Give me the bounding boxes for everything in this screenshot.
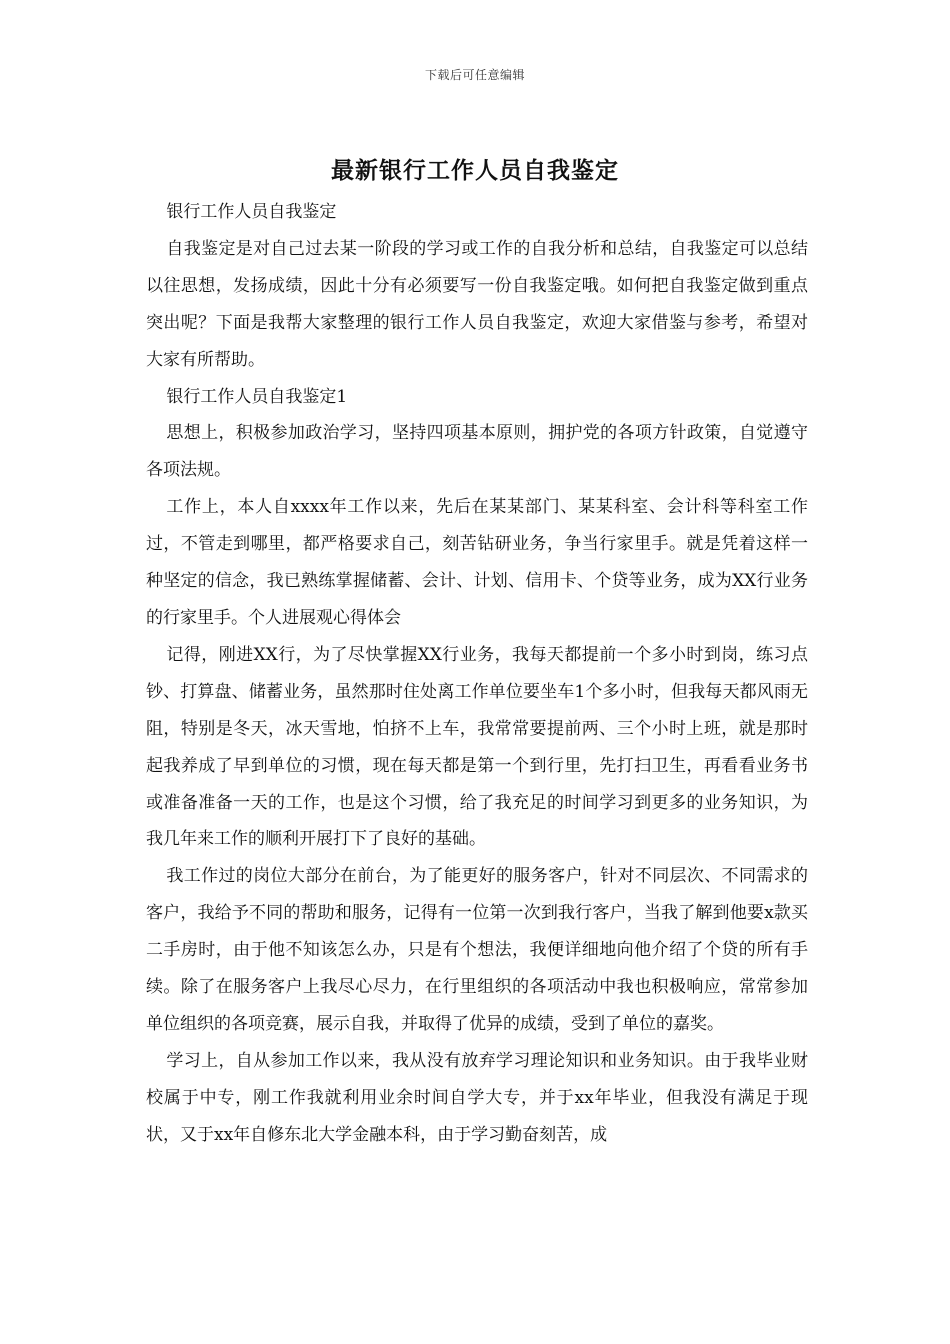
paragraph-thought: 思想上，积极参加政治学习，坚持四项基本原则，拥护党的各项方针政策，自觉遵守各项法规。 [146, 423, 808, 481]
paragraph-section-heading: 银行工作人员自我鉴定1 [166, 386, 348, 407]
paragraph-subtitle: 银行工作人员自我鉴定 [166, 202, 337, 222]
paragraph-service: 我工作过的岗位大部分在前台，为了能更好的服务客户，针对不同层次、不同需求的客户，我给予不同的帮助和服务，记得有一位第一次到我行客户，当我了解到他要x款买二手房时，由于他不知该怎么办，只是有个想法，我便详细地向他介绍了个贷的所有手续。除了在服务客户上我尽心尽力，在行里组织的各项活动中我也积极响应，常常参加单位组织的各项竞赛，展示自我，并取得了优异的成绩，受到了单位的嘉奖。 [146, 866, 808, 1034]
paragraph-work: 工作上，本人自xxxx年工作以来，先后在某某部门、某某科室、会计科等科室工作过，不管走到哪里，都严格要求自己，刻苦钻研业务，争当行家里手。就是凭着这样一种坚定的信念，我已熟练掌握储蓄、会计、计划、信用卡、个贷等业务，成为XX行业务的行家里手。个人进展观心得体会 [146, 497, 808, 628]
paragraph-memory: 记得，刚进XX行，为了尽快掌握XX行业务，我每天都提前一个多小时到岗，练习点钞、打算盘、储蓄业务，虽然那时住处离工作单位要坐车1个多小时，但我每天都风雨无阻，特别是冬天，冰天雪地，怕挤不上车，我常常要提前两、三个小时上班，就是那时起我养成了早到单位的习惯，现在每天都是第一个到行里，先打扫卫生，再看看业务书或准备准备一天的工作，也是这个习惯，给了我充足的时间学习到更多的业务知识，为我几年来工作的顺利开展打下了良好的基础。 [146, 644, 808, 850]
paragraph-study: 学习上，自从参加工作以来，我从没有放弃学习理论知识和业务知识。由于我毕业财校属于中专，刚工作我就利用业余时间自学大专，并于xx年毕业，但我没有满足于现状，又于xx年自修东北大学金融本科，由于学习勤奋刻苦，成 [146, 1050, 808, 1145]
document-body [146, 194, 808, 1154]
document-title: 最新银行工作人员自我鉴定 [331, 157, 619, 184]
header-note: 下载后可任意编辑 [424, 68, 525, 82]
paragraph-intro: 自我鉴定是对自己过去某一阶段的学习或工作的自我分析和总结，自我鉴定可以总结以往思想，发扬成绩，因此十分有必须要写一份自我鉴定哦。如何把自我鉴定做到重点突出呢？下面是我帮大家整理的银行工作人员自我鉴定，欢迎大家借鉴与参考，希望对大家有所帮助。 [146, 238, 808, 370]
